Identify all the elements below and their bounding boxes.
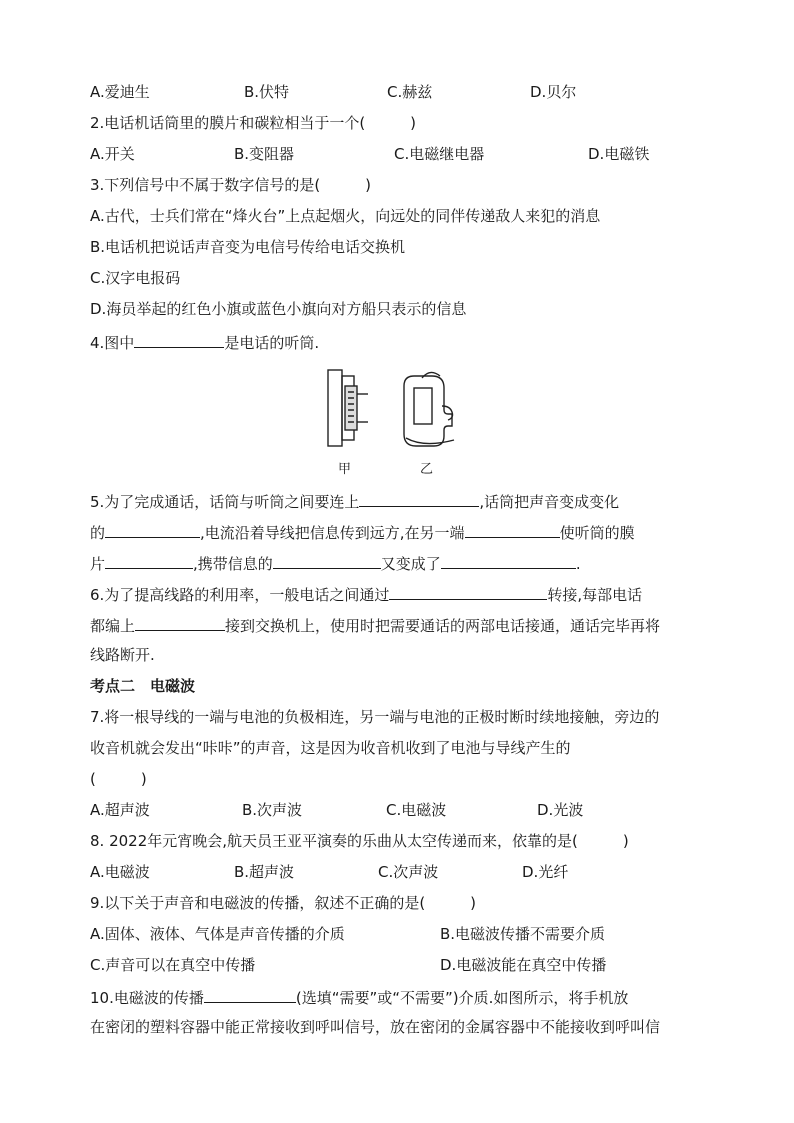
- q7-line-1: 7.将一根导线的一端与电池的负极相连，另一端与电池的正极时断时续地接触，旁边的: [90, 708, 660, 726]
- q5-text: 又变成了: [380, 555, 441, 573]
- q8-option-b: B.超声波: [234, 863, 295, 881]
- q10-line-2: 在密闭的塑料容器中能正常接收到呼叫信号，放在密闭的金属容器中不能接收到呼叫信: [90, 1018, 661, 1036]
- q5-blank-5[interactable]: [273, 552, 381, 569]
- q5-text: ,电流沿着导线把信息传到远方,在另一端: [200, 524, 465, 542]
- q6-text: 6.为了提高线路的利用率，一般电话之间通过: [90, 586, 390, 604]
- q5-text: .: [575, 555, 581, 573]
- q1-option-a: A.爱迪生: [90, 83, 150, 101]
- q5-text: 的: [90, 524, 106, 542]
- q4-text-post: 是电话的听筒.: [224, 334, 320, 352]
- q2-option-c: C.电磁继电器: [394, 145, 485, 163]
- q3-option-d: D.海员举起的红色小旗或蓝色小旗向对方船只表示的信息: [90, 300, 467, 318]
- q2-option-b: B.变阻器: [234, 145, 295, 163]
- q5-text: ,携带信息的: [193, 555, 273, 573]
- q5-text: 使听筒的膜: [559, 524, 635, 542]
- q5-blank-2[interactable]: [105, 521, 200, 538]
- q6-blank-1[interactable]: [389, 583, 547, 600]
- q1-option-d: D.贝尔: [530, 83, 577, 101]
- telephone-figure: [322, 364, 472, 476]
- q8-option-c: C.次声波: [378, 863, 439, 881]
- q4-stem: [90, 331, 319, 353]
- q2-option-d: D.电磁铁: [588, 145, 650, 163]
- q10-line-1: [90, 986, 628, 1008]
- q5-line-1: [90, 490, 619, 512]
- q5-blank-6[interactable]: [441, 552, 576, 569]
- q5-text: ,话筒把声音变成变化: [479, 493, 620, 511]
- q7-line-2: 收音机就会发出“咔咔”的声音，这是因为收音机收到了电池与导线产生的: [90, 739, 571, 757]
- q8-stem: 8. 2022年元宵晚会,航天员王亚平演奏的乐曲从太空传递而来，依靠的是( ): [90, 832, 629, 850]
- section-heading: 考点二 电磁波: [90, 677, 196, 695]
- q2-option-a: A.开关: [90, 145, 135, 163]
- q10-text: 10.电磁波的传播: [90, 989, 204, 1007]
- q5-text: 5.为了完成通话，话筒与听筒之间要连上: [90, 493, 360, 511]
- q6-blank-2[interactable]: [135, 614, 225, 631]
- q9-stem: 9.以下关于声音和电磁波的传播，叙述不正确的是( ): [90, 894, 477, 912]
- q8-option-d: D.光纤: [522, 863, 569, 881]
- receiver-diagram-svg: [322, 364, 472, 454]
- q4-text-pre: 4.图中: [90, 334, 135, 352]
- q9-option-d: D.电磁波能在真空中传播: [440, 956, 607, 974]
- q5-blank-3[interactable]: [465, 521, 560, 538]
- q5-text: 片: [90, 555, 106, 573]
- q7-line-3: ( ): [90, 770, 147, 788]
- q7-option-c: C.电磁波: [386, 801, 447, 819]
- q2-stem: 2.电话机话筒里的膜片和碳粒相当于一个( ): [90, 114, 417, 132]
- q3-stem: 3.下列信号中不属于数字信号的是( ): [90, 176, 372, 194]
- q6-line-2: [90, 614, 660, 636]
- q6-text: 都编上: [90, 617, 136, 635]
- q5-line-3: [90, 552, 581, 574]
- q8-option-a: A.电磁波: [90, 863, 150, 881]
- q10-blank-1[interactable]: [204, 986, 296, 1003]
- q10-text: (选填“需要”或“不需要”)介质.如图所示，将手机放: [295, 989, 629, 1007]
- q7-option-a: A.超声波: [90, 801, 150, 819]
- figure-caption-jia: 甲: [338, 462, 352, 477]
- q6-line-1: [90, 583, 642, 605]
- q5-blank-4[interactable]: [105, 552, 193, 569]
- q7-option-b: B.次声波: [242, 801, 303, 819]
- q9-option-a: A.固体、液体、气体是声音传播的介质: [90, 925, 345, 943]
- q5-blank-1[interactable]: [359, 490, 479, 507]
- figure-caption-yi: 乙: [420, 462, 434, 477]
- q3-option-a: A.古代，士兵们常在“烽火台”上点起烟火，向远处的同伴传递敌人来犯的消息: [90, 207, 601, 225]
- q1-option-c: C.赫兹: [387, 83, 433, 101]
- q5-line-2: [90, 521, 635, 543]
- q6-text: 接到交换机上，使用时把需要通话的两部电话接通，通话完毕再将: [225, 617, 661, 635]
- q4-answer-blank[interactable]: [134, 331, 224, 348]
- q9-option-b: B.电磁波传播不需要介质: [440, 925, 606, 943]
- q9-option-c: C.声音可以在真空中传播: [90, 956, 256, 974]
- q3-option-c: C.汉字电报码: [90, 269, 181, 287]
- q7-option-d: D.光波: [537, 801, 584, 819]
- q1-option-b: B.伏特: [244, 83, 290, 101]
- q6-text: 转接,每部电话: [547, 586, 643, 604]
- q6-line-3: 线路断开.: [90, 646, 155, 664]
- q3-option-b: B.电话机把说话声音变为电信号传给电话交换机: [90, 238, 406, 256]
